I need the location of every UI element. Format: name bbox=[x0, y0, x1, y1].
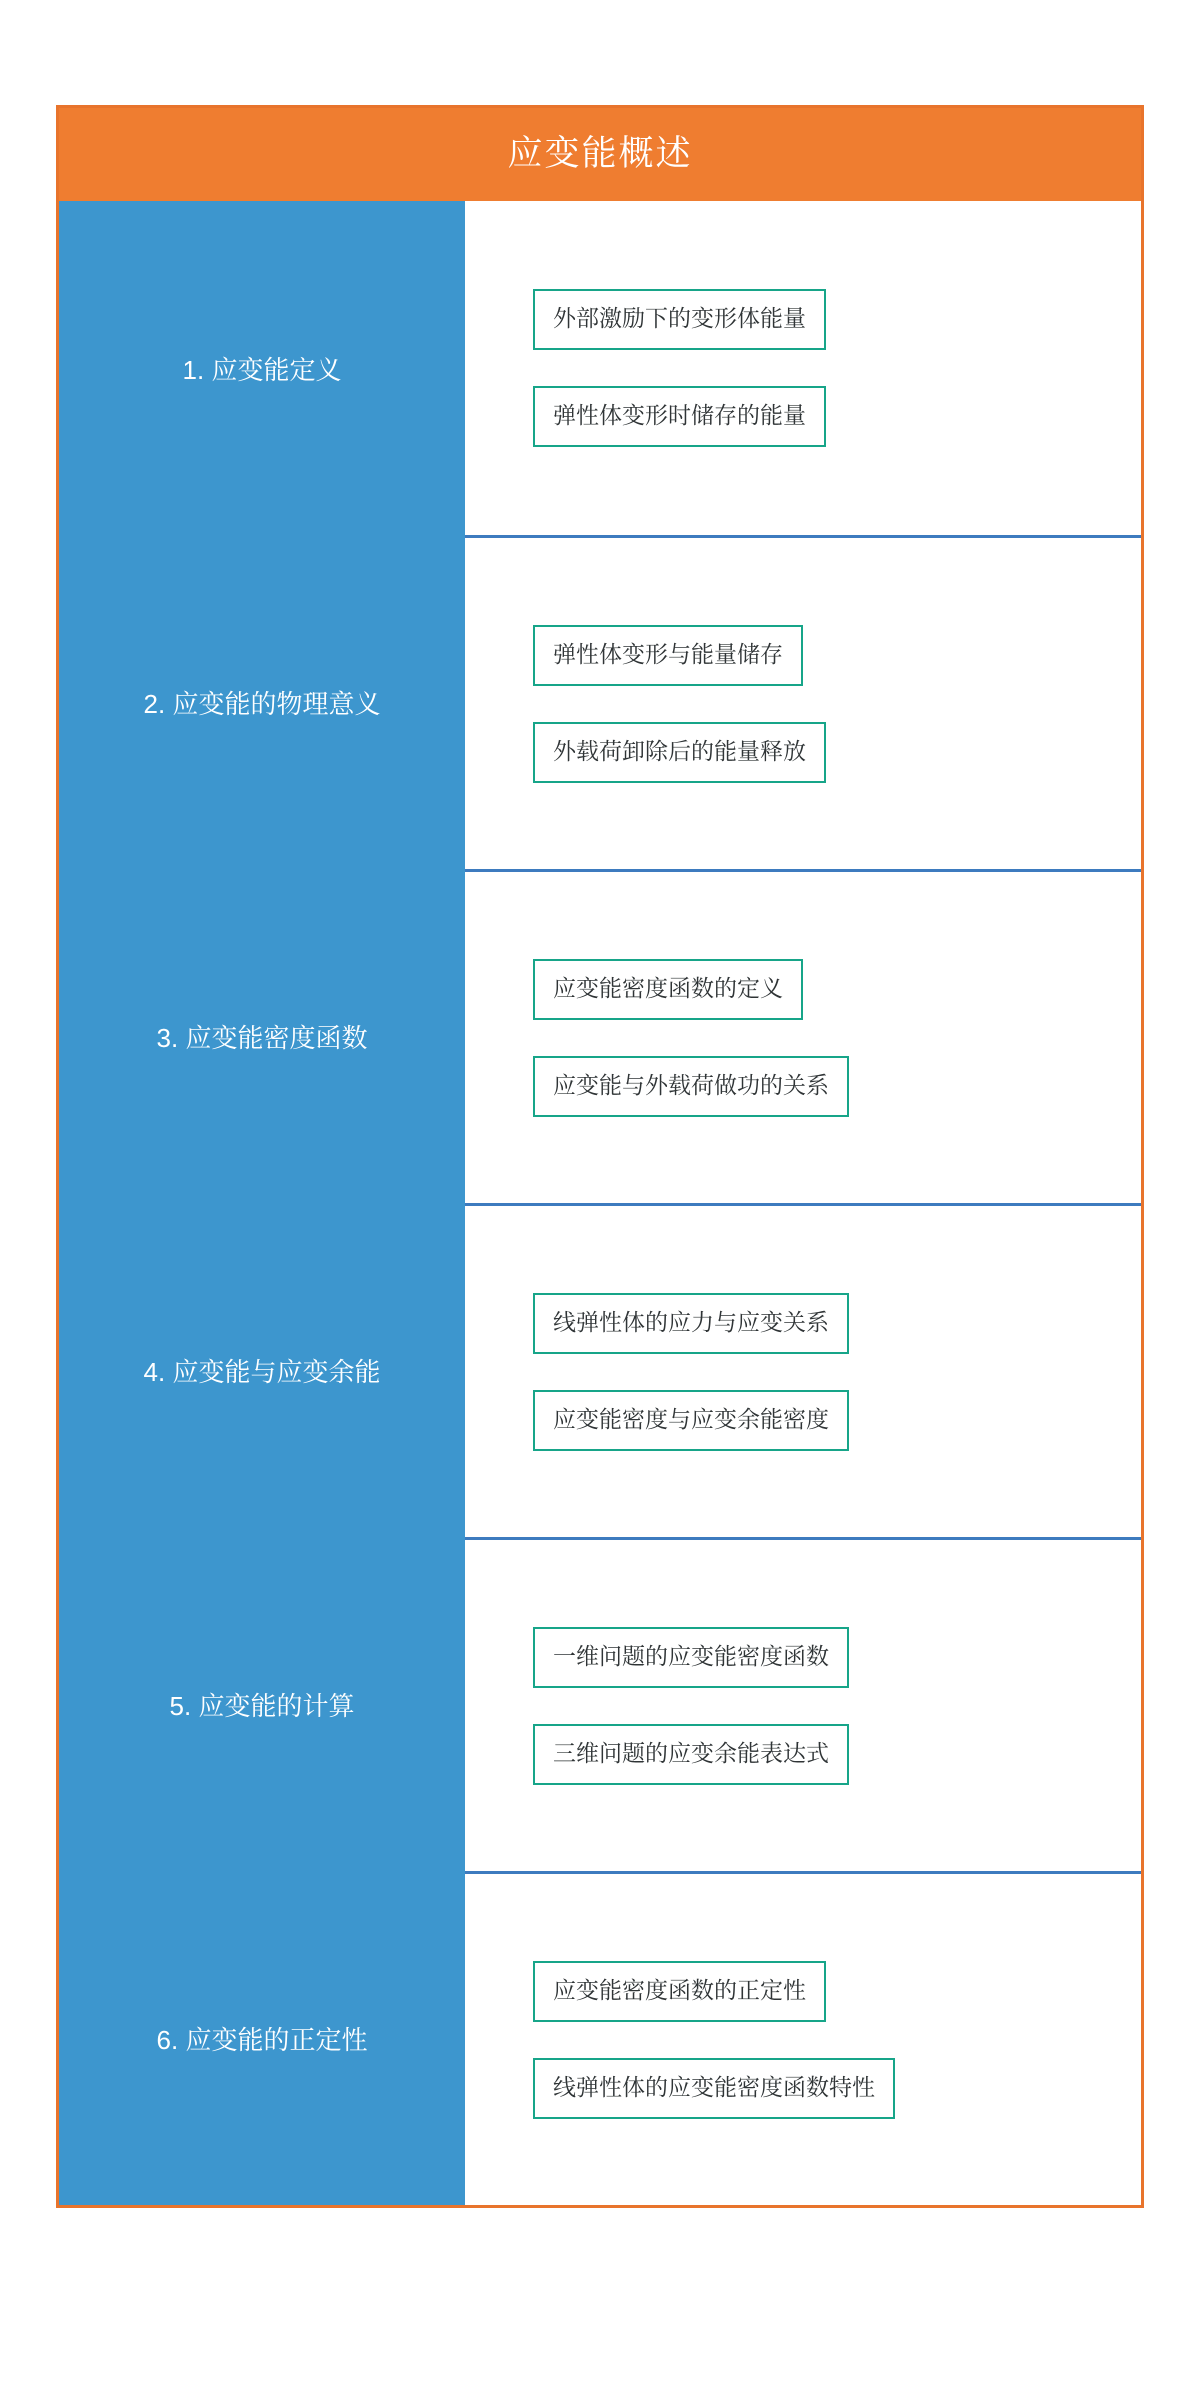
diagram-row bbox=[59, 869, 1141, 1203]
row-item-chip: 一维问题的应变能密度函数 bbox=[533, 1627, 849, 1688]
row-label-3: 3. 应变能密度函数 bbox=[59, 869, 465, 1203]
row-item-chip: 应变能密度函数的定义 bbox=[533, 959, 803, 1020]
row-items-4 bbox=[465, 1203, 1141, 1537]
row-items-5 bbox=[465, 1537, 1141, 1871]
row-label-6: 6. 应变能的正定性 bbox=[59, 1871, 465, 2205]
diagram-row bbox=[59, 1871, 1141, 2205]
row-item-chip: 线弹性体的应变能密度函数特性 bbox=[533, 2058, 895, 2119]
row-items-1 bbox=[465, 201, 1141, 535]
row-label-4: 4. 应变能与应变余能 bbox=[59, 1203, 465, 1537]
row-item-chip: 应变能密度与应变余能密度 bbox=[533, 1390, 849, 1451]
strain-energy-overview-diagram bbox=[56, 105, 1144, 2208]
row-label-2: 2. 应变能的物理意义 bbox=[59, 535, 465, 869]
row-item-chip: 应变能与外载荷做功的关系 bbox=[533, 1056, 849, 1117]
row-item-chip: 弹性体变形时储存的能量 bbox=[533, 386, 826, 447]
row-item-chip: 外部激励下的变形体能量 bbox=[533, 289, 826, 350]
diagram-title: 应变能概述 bbox=[59, 108, 1141, 201]
diagram-row bbox=[59, 1203, 1141, 1537]
row-items-3 bbox=[465, 869, 1141, 1203]
row-items-2 bbox=[465, 535, 1141, 869]
row-item-chip: 弹性体变形与能量储存 bbox=[533, 625, 803, 686]
row-item-chip: 外载荷卸除后的能量释放 bbox=[533, 722, 826, 783]
row-items-6 bbox=[465, 1871, 1141, 2205]
diagram-rows bbox=[59, 201, 1141, 2205]
diagram-row bbox=[59, 535, 1141, 869]
row-label-1: 1. 应变能定义 bbox=[59, 201, 465, 535]
row-item-chip: 三维问题的应变余能表达式 bbox=[533, 1724, 849, 1785]
row-label-5: 5. 应变能的计算 bbox=[59, 1537, 465, 1871]
diagram-row bbox=[59, 201, 1141, 535]
diagram-row bbox=[59, 1537, 1141, 1871]
row-item-chip: 应变能密度函数的正定性 bbox=[533, 1961, 826, 2022]
row-item-chip: 线弹性体的应力与应变关系 bbox=[533, 1293, 849, 1354]
